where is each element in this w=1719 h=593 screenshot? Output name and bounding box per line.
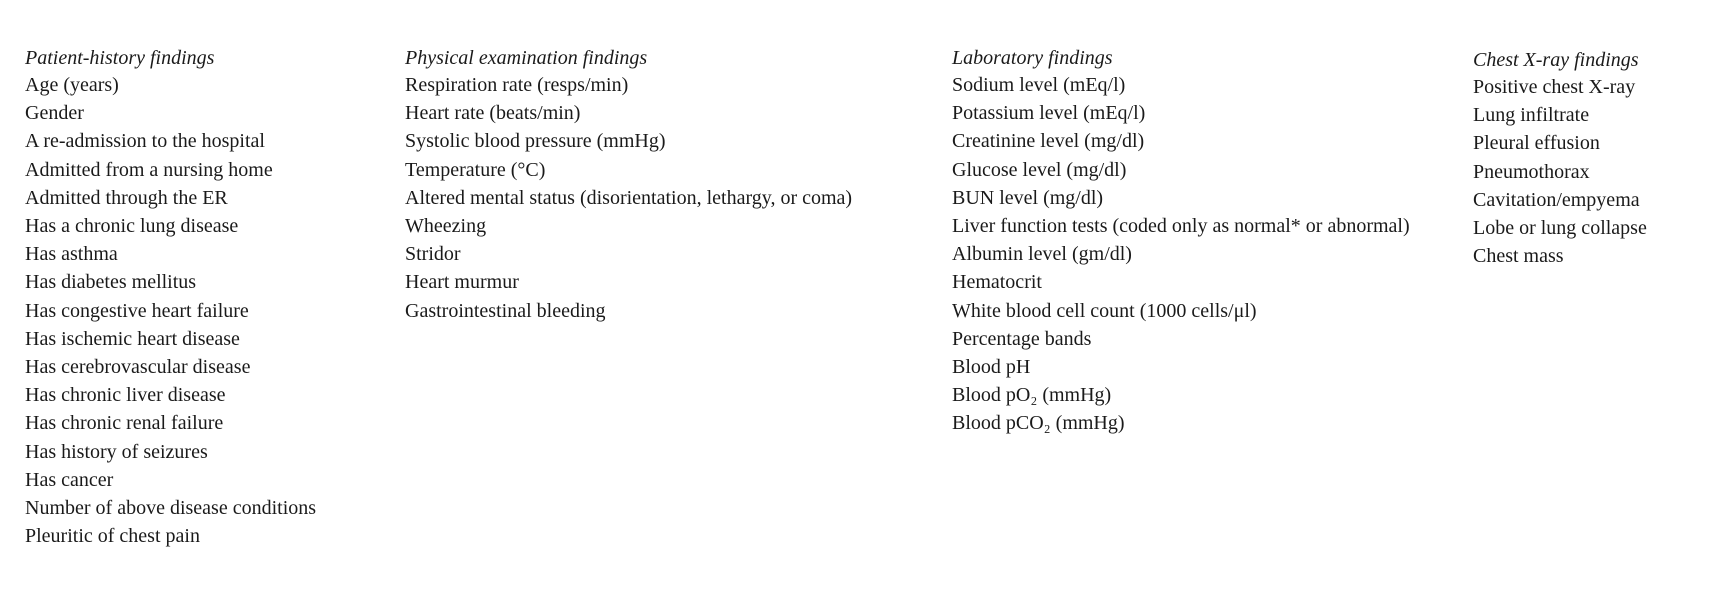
list-item: Hematocrit: [952, 271, 1042, 294]
list-item: Positive chest X-ray: [1473, 76, 1636, 98]
list-item: Potassium level (mEq/l): [952, 102, 1146, 125]
list-item: Glucose level (mg/dl): [952, 158, 1127, 181]
column-physical-examination: [405, 46, 920, 325]
column-heading: Chest X-ray findings: [1473, 49, 1639, 71]
list-item: Pleural effusion: [1473, 132, 1600, 155]
list-item: Has chronic liver disease: [25, 384, 226, 407]
list-item: Has chronic renal failure: [25, 412, 224, 435]
list-item: Heart rate (beats/min): [405, 102, 581, 125]
item-list: [25, 71, 395, 550]
list-item: Admitted from a nursing home: [25, 158, 273, 181]
column-heading: Patient-history findings: [25, 47, 215, 69]
wrapped-item-text: Liver function tests (coded only as normal* or abnormal): [952, 215, 1410, 238]
item-list: [1473, 73, 1713, 270]
list-item: Has congestive heart failure: [25, 299, 249, 322]
wrapped-item-text: Altered mental status (disorientation, lethargy, or coma): [405, 186, 853, 209]
list-item: Pleuritic of chest pain: [25, 525, 200, 548]
list-item: Wheezing: [405, 215, 487, 238]
list-item: Has asthma: [25, 243, 118, 266]
list-item: Has ischemic heart disease: [25, 327, 240, 350]
column-heading: Physical examination findings: [405, 47, 648, 69]
list-item: Has history of seizures: [25, 440, 208, 463]
list-item: Gender: [25, 102, 84, 125]
list-item: Percentage bands: [952, 327, 1092, 350]
column-chest-xray: [1473, 46, 1713, 270]
list-item: A re-admission to the hospital: [25, 130, 265, 153]
list-item: Age (years): [25, 74, 119, 96]
list-item: Systolic blood pressure (mmHg): [405, 130, 666, 153]
list-item: Has diabetes mellitus: [25, 271, 197, 294]
list-item: [952, 212, 1442, 240]
list-item: Blood pH: [952, 356, 1031, 379]
list-item: Number of above disease conditions: [25, 497, 317, 520]
item-list: [405, 71, 920, 325]
list-item: Cavitation/empyema: [1473, 188, 1640, 211]
list-item: Gastrointestinal bleeding: [405, 299, 606, 322]
list-item: Temperature (°C): [405, 158, 546, 181]
column-heading: Laboratory findings: [952, 47, 1113, 69]
list-item: Has cancer: [25, 468, 114, 491]
list-item: Lung infiltrate: [1473, 104, 1590, 127]
list-item: Respiration rate (resps/min): [405, 74, 629, 96]
list-item: Blood pO₂ (mmHg): [952, 384, 1112, 407]
list-item: Albumin level (gm/dl): [952, 243, 1132, 266]
list-item: Sodium level (mEq/l): [952, 74, 1126, 96]
list-item: Blood pCO₂ (mmHg): [952, 412, 1125, 435]
list-item: Chest mass: [1473, 245, 1564, 268]
list-item: [405, 184, 925, 212]
item-list: [952, 71, 1472, 438]
list-item: White blood cell count (1000 cells/μl): [952, 299, 1257, 322]
list-item: Creatinine level (mg/dl): [952, 130, 1145, 153]
list-item: Has a chronic lung disease: [25, 215, 239, 238]
column-laboratory: [952, 46, 1472, 438]
list-item: Has cerebrovascular disease: [25, 356, 251, 379]
list-item: Lobe or lung collapse: [1473, 217, 1647, 240]
list-item: Pneumothorax: [1473, 160, 1590, 183]
list-item: Heart murmur: [405, 271, 519, 294]
column-patient-history: [25, 46, 395, 550]
list-item: Admitted through the ER: [25, 186, 228, 209]
list-item: Stridor: [405, 243, 461, 266]
list-item: BUN level (mg/dl): [952, 186, 1104, 209]
